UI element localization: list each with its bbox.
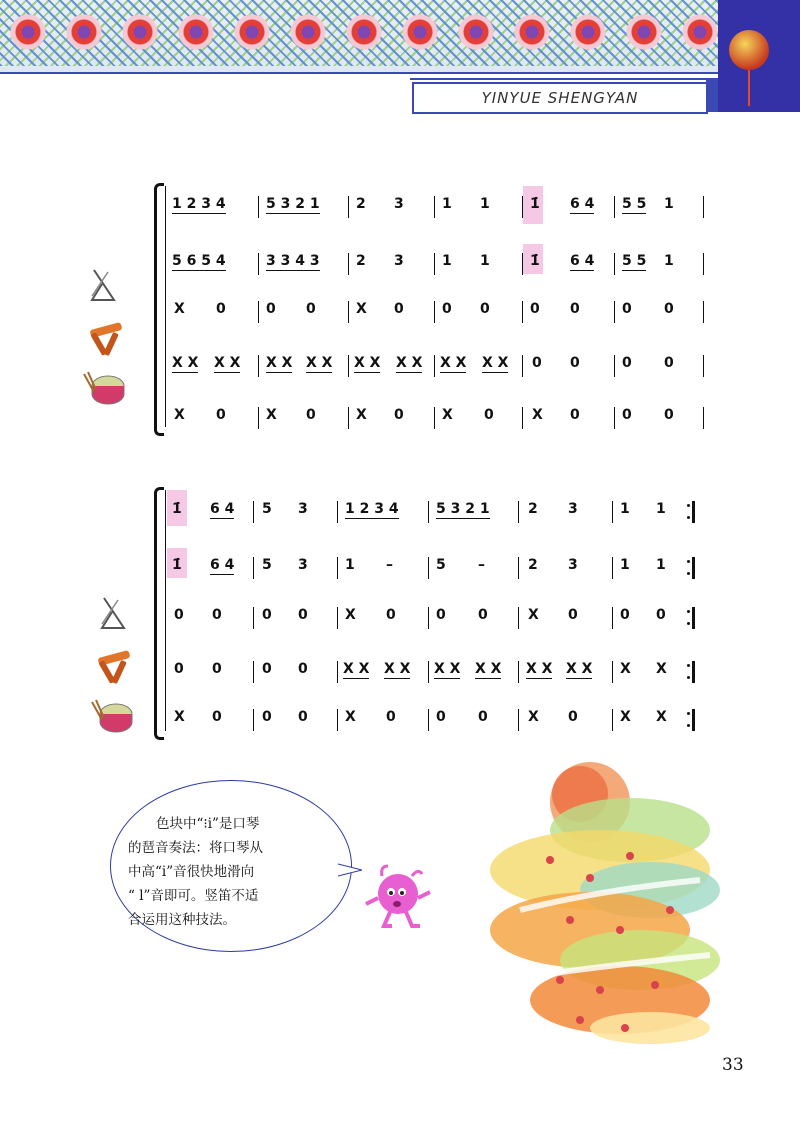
score-row [0,501,800,525]
barline [258,196,259,218]
beat: 0 [622,355,632,371]
beat: X [345,607,356,623]
barline [258,253,259,275]
barline [434,253,435,275]
score-row [0,407,800,431]
header-title-box [412,82,708,114]
beat: 0 [436,709,446,725]
beat: 0 [266,301,276,317]
barline [522,407,523,429]
beat: 0 [386,607,396,623]
beat: 0 [570,355,580,371]
barline [518,501,519,523]
note-group: 6 4 [570,196,595,212]
note-segment: 色块中“ [156,816,204,832]
beat: 0 [532,355,542,371]
beat-group: X X [526,661,553,677]
barline [428,661,429,683]
beat: X [528,709,539,725]
barline [428,501,429,523]
beat: X [620,709,631,725]
beat: X [174,301,185,317]
hanging-ornament-icon [729,30,769,70]
score-row [0,253,800,277]
beat-group: X X [343,661,370,677]
bubble-tail [338,862,362,878]
barline [434,196,435,218]
score-row [0,557,800,581]
barline [258,355,259,377]
beat: X [356,407,367,423]
arpeggio-note: 1̇ [172,557,182,573]
repeat-sign [687,501,695,523]
barline [614,301,615,323]
arpeggio-symbol: ⁝i [203,816,213,832]
note: 3 [568,501,578,517]
beat-group: X X [566,661,593,677]
beat: 0 [664,355,674,371]
beat: 0 [262,607,272,623]
barline [253,607,254,629]
beat: 0 [174,607,184,623]
beat: 0 [656,607,666,623]
beat: X [442,407,453,423]
note: 1 [620,501,630,517]
beat: X [174,407,185,423]
barline [703,196,704,218]
beat-group: X X [266,355,293,371]
note-segment: ”是口琴 [212,816,260,832]
barline [703,355,704,377]
barline [253,709,254,731]
note: 1 [656,557,666,573]
note-group: 6 4 [210,501,235,517]
barline [612,709,613,731]
beat: 0 [386,709,396,725]
dash: – [386,557,393,573]
note: 2 [528,557,538,573]
note: 5 [262,557,272,573]
beat: X [528,607,539,623]
note: 3 [568,557,578,573]
beat: 0 [212,607,222,623]
barline [428,709,429,731]
note-group: 5 5 [622,253,647,269]
beat: 0 [216,301,226,317]
beat: 0 [484,407,494,423]
repeat-sign [687,607,695,629]
claves-icon [86,318,126,358]
beat-group: X X [440,355,467,371]
note-line [128,812,336,836]
beat: 0 [298,709,308,725]
barline [337,557,338,579]
note: 2 [356,196,366,212]
note-group: 5 6 5 4 [172,253,226,269]
barline [428,607,429,629]
beat-group: X X [434,661,461,677]
beat-group: X X [214,355,241,371]
barline [612,661,613,683]
barline [522,196,523,218]
beat: 0 [622,407,632,423]
note: 1 [442,196,452,212]
drum-icon [82,370,126,406]
note-group: 1 2 3 4 [172,196,226,212]
barline [518,557,519,579]
barline [434,301,435,323]
header-rule [410,78,718,80]
header-banner [0,0,720,72]
barline [703,253,704,275]
barline [614,355,615,377]
arpeggio-note: 1̇ [530,253,540,269]
beat: 0 [480,301,490,317]
barline [337,709,338,731]
barline [518,607,519,629]
note: 5 [262,501,272,517]
beat: 0 [478,709,488,725]
barline [522,301,523,323]
header-title: YINYUE SHENGYAN [481,89,639,107]
beat: 0 [212,709,222,725]
barline [434,407,435,429]
beat: 0 [570,301,580,317]
beat: X [356,301,367,317]
beat-group: X X [384,661,411,677]
beat: 0 [664,407,674,423]
beat: 0 [570,407,580,423]
note-group: 6 4 [210,557,235,573]
beat: 0 [394,407,404,423]
beat: X [266,407,277,423]
beat-group: X X [306,355,333,371]
beat: 0 [212,661,222,677]
barline [612,557,613,579]
barline [258,301,259,323]
tassel-icon [748,70,750,106]
barline [348,196,349,218]
dash: – [478,557,485,573]
note: 1 [664,253,674,269]
barline [612,607,613,629]
repeat-sign [687,557,695,579]
barline [703,301,704,323]
note-group: 5 5 [622,196,647,212]
note-line: 中高“i”音很快地滑向 [128,864,255,880]
barline [614,253,615,275]
beat: X [532,407,543,423]
beat-group: X X [475,661,502,677]
barline [434,355,435,377]
beat: 0 [568,607,578,623]
barline [337,607,338,629]
beat-group: X X [354,355,381,371]
note-line: 的琶音奏法：将口琴从 [128,840,263,856]
barline [518,709,519,731]
note-group: 5 3 2 1 [266,196,320,212]
beat: 0 [442,301,452,317]
embroidery-pattern [0,0,720,66]
barline [522,355,523,377]
cartoon-character-icon [360,862,436,932]
barline [258,407,259,429]
note-line: 合运用这种技法。 [128,912,236,928]
note-group: 6 4 [570,253,595,269]
drum-icon [90,698,134,734]
claves-icon [94,646,134,686]
note: 1 [656,501,666,517]
note: 1 [664,196,674,212]
arpeggio-note: 1̇ [172,501,182,517]
beat: X [345,709,356,725]
score-row [0,196,800,220]
barline [337,661,338,683]
barline [428,557,429,579]
triangle-icon [98,594,130,634]
beat: 0 [568,709,578,725]
beat: 0 [530,301,540,317]
beat: 0 [478,607,488,623]
repeat-sign [687,661,695,683]
barline [253,557,254,579]
barline [253,501,254,523]
note-group: 5 3 2 1 [436,501,490,517]
note-line: “ l”音即可。竖笛不适 [128,888,259,904]
barline [612,501,613,523]
note: 1 [480,196,490,212]
barline [522,253,523,275]
barline [337,501,338,523]
page-number: 33 [722,1055,744,1075]
triangle-icon [88,266,120,306]
barline [348,407,349,429]
note: 1 [345,557,355,573]
note: 3 [394,196,404,212]
barline [614,407,615,429]
note: 3 [298,557,308,573]
beat: 0 [306,301,316,317]
beat: 0 [394,301,404,317]
barline [348,355,349,377]
note: 3 [394,253,404,269]
barline [253,661,254,683]
beat: 0 [622,301,632,317]
barline [518,661,519,683]
beat-group: X X [172,355,199,371]
beat: 0 [216,407,226,423]
barline [348,301,349,323]
barline [348,253,349,275]
beat-group: X X [396,355,423,371]
barline [614,196,615,218]
beat: 0 [298,661,308,677]
note-group: 3 3 4 3 [266,253,320,269]
beat: 0 [298,607,308,623]
beat: 0 [306,407,316,423]
note: 2 [356,253,366,269]
beat: X [620,661,631,677]
beat: 0 [436,607,446,623]
note: 1 [620,557,630,573]
beat: X [174,709,185,725]
tree-illustration [480,760,720,1050]
arpeggio-note: 1̇ [530,196,540,212]
beat: 0 [262,709,272,725]
beat: 0 [262,661,272,677]
repeat-sign [687,709,695,731]
barline [703,407,704,429]
banner-border [0,72,720,74]
beat: 0 [620,607,630,623]
beat: X [656,661,667,677]
beat: 0 [174,661,184,677]
note: 3 [298,501,308,517]
beat: X [656,709,667,725]
beat-group: X X [482,355,509,371]
note-text [128,812,336,932]
note: 5 [436,557,446,573]
note: 1 [442,253,452,269]
note-group: 1 2 3 4 [345,501,399,517]
beat: 0 [664,301,674,317]
note: 1 [480,253,490,269]
note: 2 [528,501,538,517]
